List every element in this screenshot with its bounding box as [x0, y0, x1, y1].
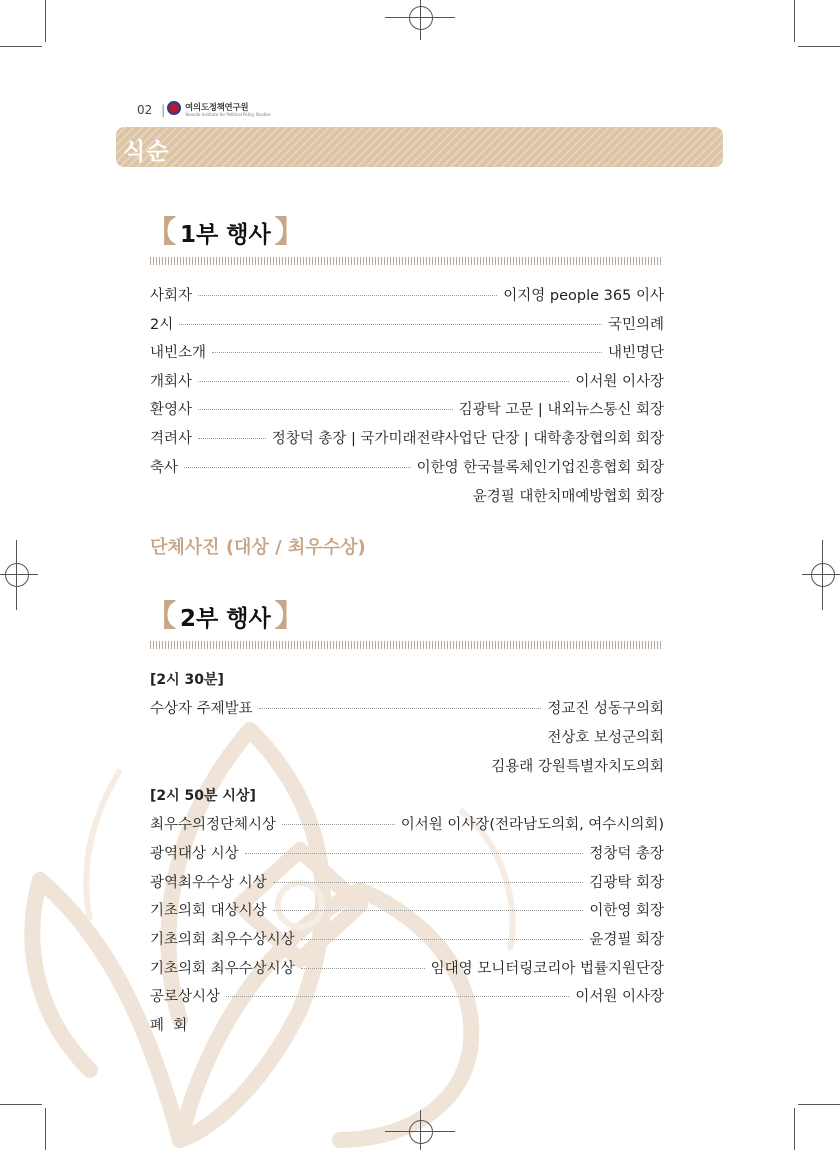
crop-mark	[798, 1104, 840, 1105]
registration-mark	[5, 563, 29, 587]
registration-mark	[409, 1120, 433, 1144]
group-photo-heading: 단체사진 (대상 / 최우수상)	[150, 537, 366, 558]
crop-mark	[45, 1108, 46, 1150]
page-title: 식순	[123, 139, 170, 165]
section-title-part1: 【 1부 행사 】	[146, 214, 305, 250]
program-row: 수상자 주제발표 정교진 성동구의회	[150, 700, 664, 717]
program-row-extra: 전상호 보성군의회	[547, 730, 664, 746]
closing-label: 폐 회	[150, 1018, 188, 1034]
crop-mark	[794, 0, 795, 42]
time-label: [2시 30분]	[150, 672, 224, 688]
institute-logo-icon	[167, 101, 181, 115]
crop-mark	[45, 0, 46, 42]
program-row: 격려사 정창덕 총장 | 국가미래전략사업단 단장 | 대학총장협의회 회장	[150, 430, 664, 447]
crop-mark	[0, 1104, 42, 1105]
program-row: 사회자 이지영 people 365 이사	[150, 287, 664, 304]
program-row: 환영사 김광탁 고문 | 내외뉴스통신 회장	[150, 401, 664, 418]
award-row: 광역대상 시상 정창덕 총장	[150, 845, 664, 862]
registration-mark	[811, 563, 835, 587]
section-title-part2: 【 2부 행사 】	[146, 598, 305, 634]
registration-mark	[409, 6, 433, 30]
institute-logo-text: 여의도정책연구원	[185, 103, 249, 113]
section-divider	[150, 641, 662, 649]
program-row: 개회사 이서원 이사장	[150, 373, 664, 390]
crop-mark	[798, 46, 840, 47]
award-row: 광역최우수상 시상 김광탁 회장	[150, 874, 664, 891]
title-banner	[116, 127, 723, 167]
award-row: 기초의회 최우수상시상 윤경필 회장	[150, 931, 664, 948]
program-row: 내빈소개 내빈명단	[150, 344, 664, 361]
program-row-extra: 김용래 강원특별자치도의회	[491, 759, 664, 775]
section-divider	[150, 257, 662, 265]
program-row-extra: 윤경필 대한치매예방협회 회장	[472, 489, 664, 505]
time-label: [2시 50분 시상]	[150, 788, 256, 804]
award-row: 기초의회 대상시상 이한영 회장	[150, 902, 664, 919]
page-number: 02 |	[137, 103, 166, 117]
program-row: 축사 이한영 한국블록체인기업진흥협회 회장	[150, 459, 664, 476]
award-row: 공로상시상 이서원 이사장	[150, 988, 664, 1005]
decorative-flower-background	[0, 690, 560, 1150]
crop-mark	[794, 1108, 795, 1150]
crop-mark	[0, 46, 42, 47]
award-row: 최우수의정단체시상 이서원 이사장(전라남도의회, 여수시의회)	[150, 816, 664, 833]
program-row: 2시 국민의례	[150, 316, 664, 333]
award-row: 기초의회 최우수상시상 임대영 모니터링코리아 법률지원단장	[150, 960, 664, 977]
institute-logo-subtext: Yeouido Institute for Political Policy Studies	[185, 112, 271, 117]
